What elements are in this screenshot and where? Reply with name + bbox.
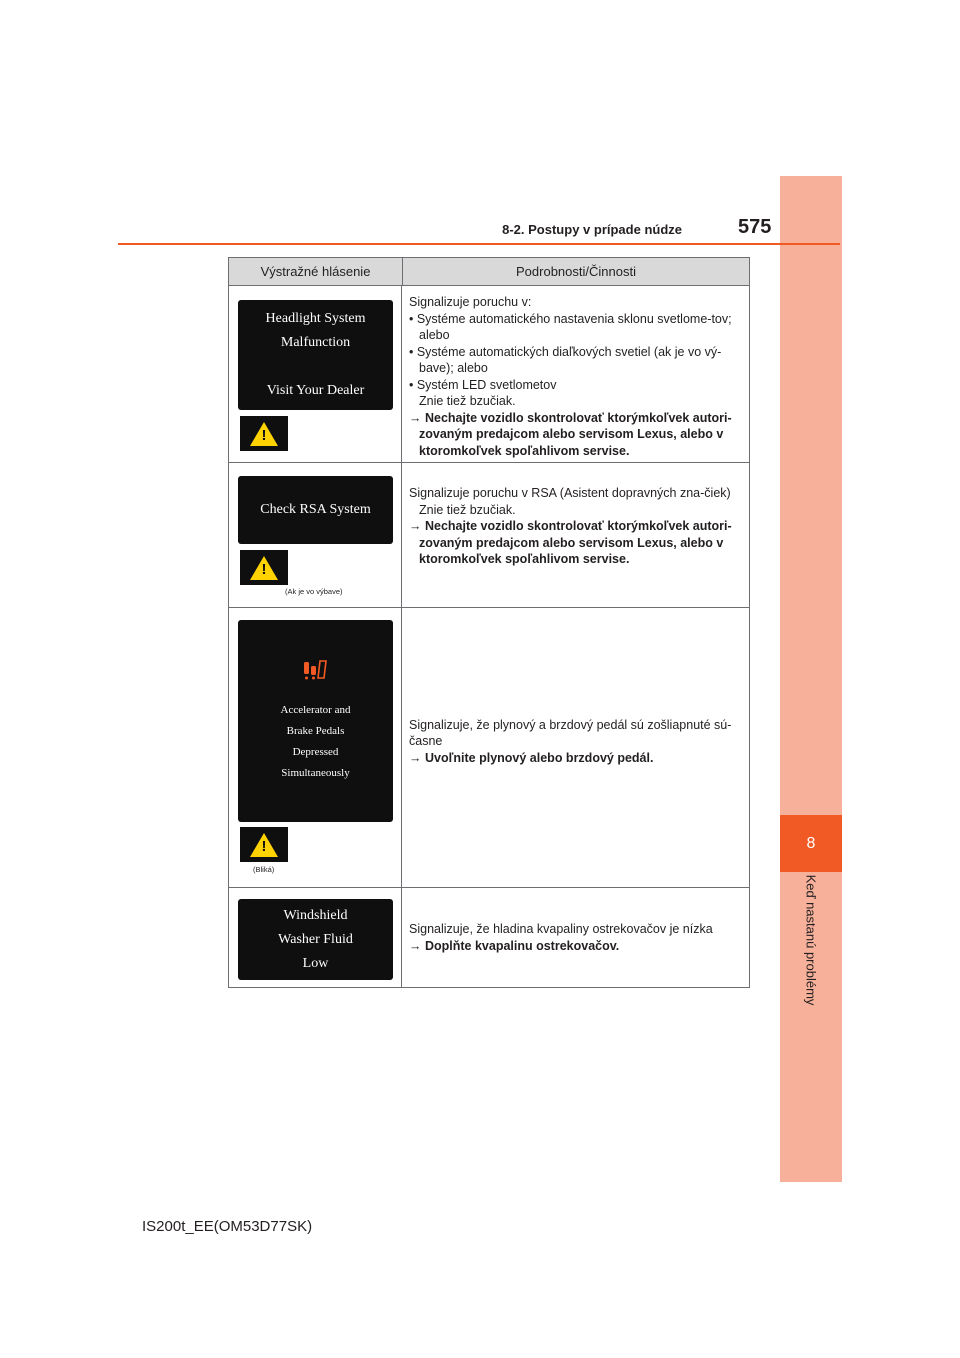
table-row (229, 608, 749, 888)
header-divider (118, 243, 840, 245)
screen-line: Malfunction (280, 335, 351, 350)
pedals-icon (301, 658, 331, 682)
warning-message-table (228, 257, 750, 988)
screen-line: Visit Your Dealer (266, 383, 365, 398)
page-number: 575 (738, 216, 772, 238)
screen-line: Depressed (292, 746, 339, 758)
detail-intro: Signalizuje, že hladina kvapaliny ostrekovačov je nízka (409, 922, 713, 936)
warning-cell (229, 463, 402, 607)
detail-intro: Signalizuje poruchu v RSA (Asistent dopravných zna-čiek) (409, 486, 731, 500)
table-row (229, 888, 749, 987)
screen-line: Simultaneously (281, 767, 350, 779)
screen-line (238, 355, 393, 379)
column-header-details: Podrobnosti/Činnosti (516, 264, 636, 279)
warning-cell (229, 888, 402, 987)
detail-buzzer: Znie tiež bzučiak. (419, 502, 516, 517)
warning-triangle-icon: ! (250, 556, 278, 580)
detail-intro: Signalizuje poruchu v: (409, 295, 532, 309)
display-message-screen (238, 620, 393, 822)
screen-line: Check RSA System (260, 502, 371, 517)
display-message-screen (238, 899, 393, 980)
detail-action: → Doplňte kvapalinu ostrekovačov. (409, 938, 620, 953)
table-row (229, 463, 749, 608)
detail-action: → Uvoľnite plynový alebo brzdový pedál. (409, 750, 654, 765)
detail-intro: Signalizuje, že plynový a brzdový pedál sú zošliapnuté sú-časne (409, 717, 732, 749)
table-header (229, 258, 749, 286)
screen-line: Windshield (283, 908, 348, 923)
column-header-warning: Výstražné hlásenie (229, 258, 403, 285)
chapter-side-tab (780, 176, 842, 1182)
details-cell (402, 463, 749, 607)
screen-line: Washer Fluid (278, 932, 353, 947)
section-title: 8-2. Postupy v prípade núdze (502, 222, 682, 237)
chapter-label: Keď nastanú problémy (803, 874, 819, 1006)
detail-action: → Nechajte vozidlo skontrolovať ktorýmkoľvek autori-zovaným predajcom alebo servisom Lexus, alebo v ktoromkoľvek spoľahlivom servise. (409, 519, 732, 566)
blinking-note: (Bliká) (253, 865, 275, 874)
equipment-note: (Ak je vo výbave) (285, 587, 343, 596)
detail-buzzer: Znie tiež bzučiak. (419, 394, 516, 408)
details-cell (402, 888, 749, 987)
screen-line: Headlight System (265, 311, 366, 326)
warning-indicator (240, 550, 288, 585)
warning-cell (229, 286, 402, 462)
details-cell (402, 608, 749, 887)
details-cell (402, 286, 749, 462)
detail-bullet: • Systéme automatického nastavenia sklonu svetlome-tov; alebo (409, 311, 732, 342)
detail-action: → Nechajte vozidlo skontrolovať ktorýmkoľvek autori-zovaným predajcom alebo servisom Lexus, alebo v ktoromkoľvek spoľahlivom servise. (409, 410, 732, 458)
screen-line: Brake Pedals (286, 725, 345, 737)
warning-triangle-icon: ! (250, 422, 278, 446)
display-message-screen (238, 300, 393, 410)
screen-line: Low (302, 956, 329, 971)
warning-triangle-icon: ! (250, 833, 278, 857)
warning-cell (229, 608, 402, 887)
screen-line: Accelerator and (280, 704, 351, 716)
warning-indicator (240, 416, 288, 451)
display-message-screen (238, 476, 393, 544)
detail-bullet: • Systéme automatických diaľkových svetiel (ak je vo vý-bave); alebo (409, 344, 722, 375)
warning-indicator (240, 827, 288, 862)
model-code: IS200t_EE(OM53D77SK) (142, 1218, 313, 1235)
chapter-number-badge: 8 (780, 815, 842, 872)
table-row (229, 286, 749, 463)
detail-bullet: • Systém LED svetlometov (409, 377, 557, 392)
